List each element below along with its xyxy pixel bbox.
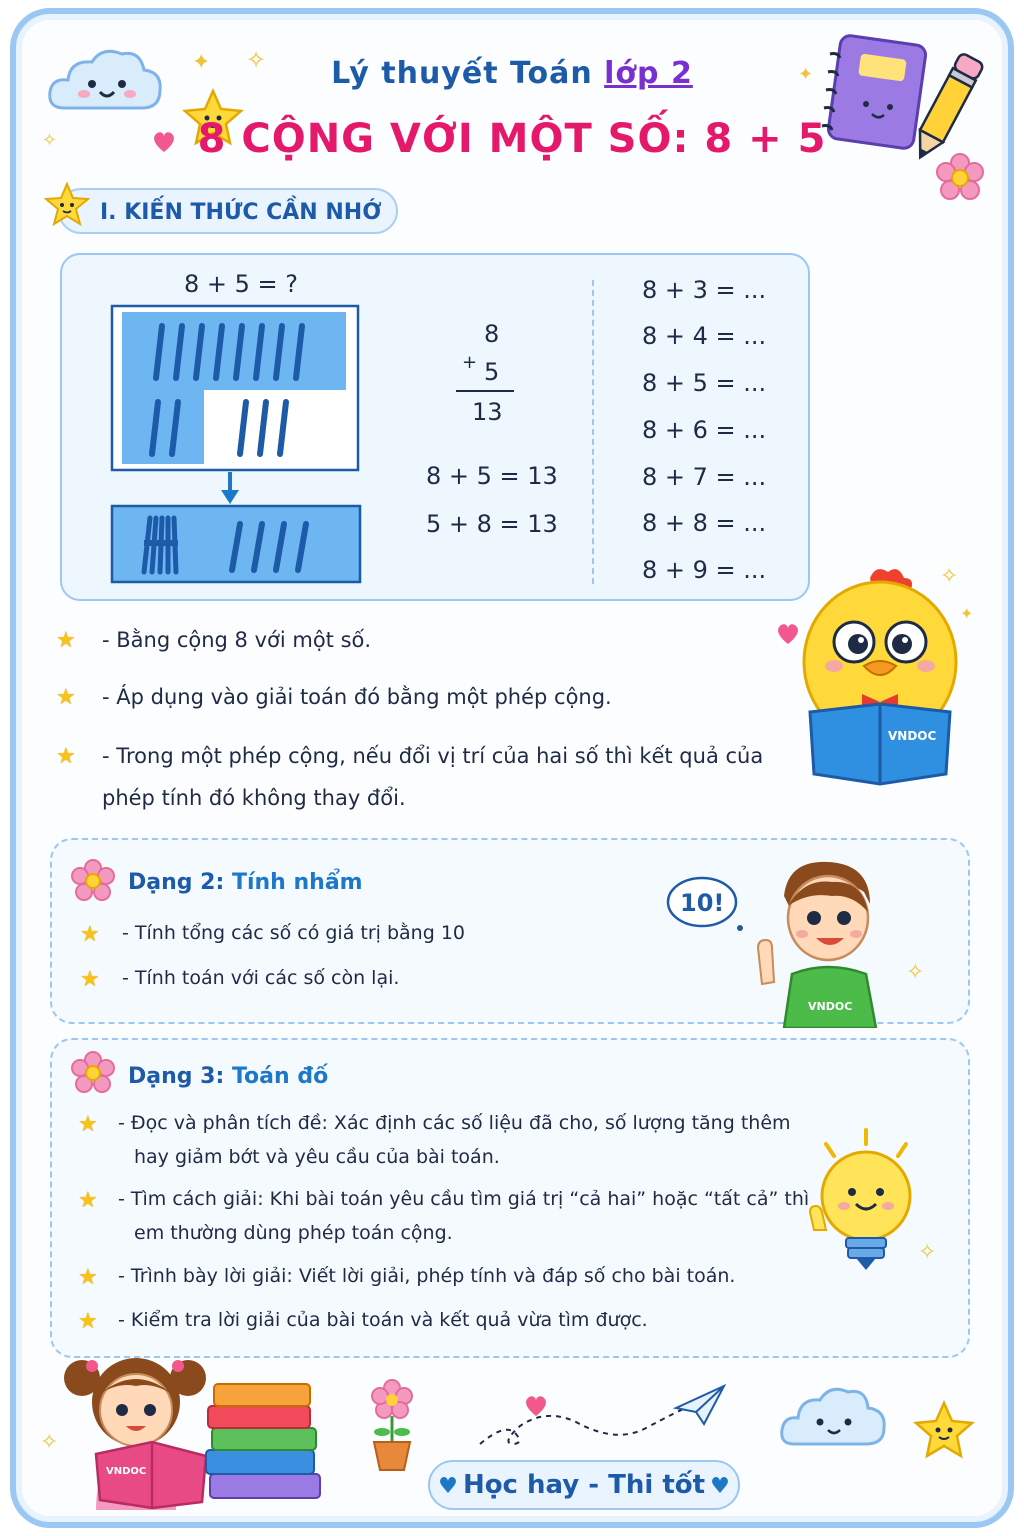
sparkle-icon: ✧	[42, 130, 58, 151]
note-item: - Bằng cộng 8 với một số.	[102, 628, 372, 652]
sparkle-icon: ✦	[192, 50, 211, 75]
lightbulb-icon	[800, 1126, 930, 1276]
table-row: 8 + 8 = ...	[642, 509, 767, 537]
book-brand: VNDOC	[888, 729, 937, 743]
lesson-subtitle	[0, 56, 1024, 91]
flower-icon	[70, 858, 116, 904]
dang2-name: Tính nhẩm	[231, 870, 363, 895]
books-stack-icon	[200, 1378, 326, 1502]
heart-icon	[774, 620, 802, 646]
dang3-item-continued: hay giảm bớt và yêu cầu của bài toán.	[134, 1146, 500, 1168]
dang2-item: - Tính tổng các số có giá trị bằng 10	[122, 922, 465, 944]
dang3-item: - Kiểm tra lời giải của bài toán và kết quả vừa tìm được.	[118, 1309, 648, 1331]
flower-pot-icon	[362, 1376, 422, 1472]
equation-2: 5 + 8 = 13	[426, 510, 558, 538]
dang2-label: Dạng 2:	[128, 870, 225, 895]
table-row: 8 + 3 = ...	[642, 276, 767, 304]
column-line	[456, 390, 514, 392]
star-icon: ★	[78, 1309, 98, 1334]
dang3-item-continued: em thường dùng phép toán cộng.	[134, 1222, 453, 1244]
star-icon: ★	[78, 1265, 98, 1290]
sparkle-icon: ✧	[40, 1430, 59, 1455]
sparkle-icon: ✦	[960, 604, 974, 623]
table-row: 8 + 5 = ...	[642, 369, 767, 397]
column-operator: +	[462, 352, 478, 373]
star-icon: ★	[78, 1188, 98, 1213]
subtitle-text: Lý thuyết Toán	[331, 56, 593, 91]
column-top: 8	[484, 320, 500, 348]
dang3-label: Dạng 3:	[128, 1064, 225, 1089]
dang3-item: - Đọc và phân tích đề: Xác định các số liệu đã cho, số lượng tăng thêm	[118, 1112, 791, 1134]
section-heading-text: I. KIẾN THỨC CẦN NHỚ	[100, 200, 382, 225]
sticks-illustration	[110, 304, 362, 586]
heart-icon: ♥	[438, 1474, 458, 1499]
sparkle-icon: ✧	[918, 1240, 937, 1265]
question-text: 8 + 5 = ?	[184, 270, 299, 298]
girl-book-brand: VNDOC	[106, 1466, 147, 1477]
paper-plane-path	[476, 1382, 734, 1452]
dang3-item: - Trình bày lời giải: Viết lời giải, phép tính và đáp số cho bài toán.	[118, 1265, 736, 1287]
star-icon: ★	[56, 628, 76, 653]
equation-1: 8 + 5 = 13	[426, 462, 558, 490]
star-face-icon	[912, 1400, 976, 1460]
table-row: 8 + 7 = ...	[642, 463, 767, 491]
dang2-title	[128, 870, 363, 895]
panel-divider	[592, 280, 594, 584]
section-heading	[58, 188, 398, 234]
chick-reading-icon	[770, 562, 990, 786]
flower-icon	[70, 1050, 116, 1096]
star-icon: ★	[78, 1112, 98, 1137]
table-row: 8 + 6 = ...	[642, 416, 767, 444]
note-item: - Áp dụng vào giải toán đó bằng một phép cộng.	[102, 685, 612, 709]
heart-icon: ♥	[710, 1474, 730, 1499]
column-result: 13	[472, 398, 503, 426]
column-bottom: 5	[484, 358, 500, 386]
note-item: - Trong một phép cộng, nếu đổi vị trí của hai số thì kết quả của	[102, 744, 764, 768]
sparkle-icon: ✧	[940, 564, 959, 589]
dang3-name: Toán đố	[231, 1064, 329, 1089]
shirt-brand: VNDOC	[808, 1000, 853, 1013]
table-row: 8 + 4 = ...	[642, 322, 767, 350]
footer-slogan	[428, 1460, 740, 1510]
sparkle-icon: ✦	[798, 64, 814, 85]
star-face-icon	[44, 182, 90, 226]
star-icon: ★	[56, 744, 76, 769]
table-row: 8 + 9 = ...	[642, 556, 767, 584]
sparkle-icon: ✧	[246, 46, 267, 74]
note-item-continued: phép tính đó không thay đổi.	[102, 786, 406, 810]
page-title: 8 CỘNG VỚI MỘT SỐ: 8 + 5	[197, 116, 827, 162]
dang3-item: - Tìm cách giải: Khi bài toán yêu cầu tìm giá trị “cả hai” hoặc “tất cả” thì	[118, 1188, 810, 1210]
dang3-title	[128, 1064, 328, 1089]
star-icon: ★	[56, 685, 76, 710]
star-icon: ★	[80, 967, 100, 992]
dang2-item: - Tính toán với các số còn lại.	[122, 967, 400, 989]
speech-bubble-text: 10!	[680, 889, 725, 917]
sparkle-icon: ✧	[906, 960, 925, 985]
footer-text: Học hay - Thi tốt	[462, 1470, 706, 1500]
star-icon: ★	[80, 922, 100, 947]
cloud-icon	[776, 1380, 890, 1456]
boy-pointing-icon	[744, 852, 894, 1028]
grade-link[interactable]: lớp 2	[604, 56, 693, 91]
